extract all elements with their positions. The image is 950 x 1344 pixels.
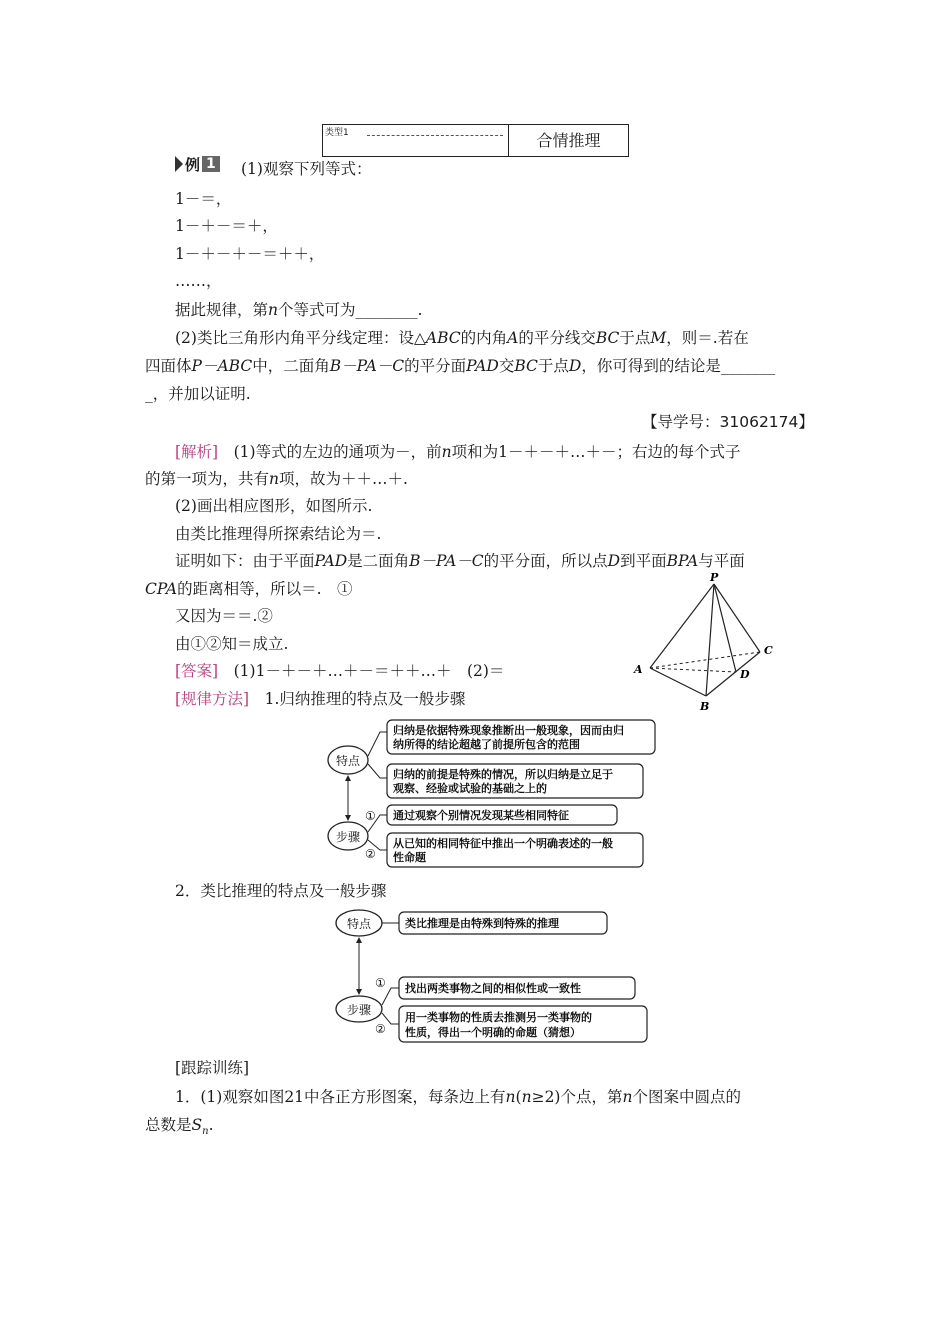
step-2-number: ② xyxy=(365,847,376,861)
t: n xyxy=(441,443,452,461)
t: D xyxy=(607,552,621,570)
feature-box-1-line-1: 归纳是依据特殊现象推断出一般现象，因而由归 xyxy=(393,724,624,737)
t: 的第一项为，共有 xyxy=(145,470,270,488)
analysis-line-2 xyxy=(145,467,408,489)
t: D xyxy=(568,357,582,375)
t: ( xyxy=(515,1088,522,1106)
t: A xyxy=(507,329,519,347)
t: BPA xyxy=(666,552,699,570)
practice-line-2 xyxy=(145,1113,214,1137)
t: P－ABC xyxy=(191,357,253,375)
analogy-diagram xyxy=(333,905,653,1045)
tetrahedron-figure xyxy=(628,572,788,714)
t: 于点 xyxy=(619,329,651,347)
feature-box-1-line-2: 纳所得的结论超越了前提所包含的范围 xyxy=(393,738,580,751)
step-2-line-1: 从已知的相同特征中推出一个明确表述的一般 xyxy=(393,837,613,850)
var-n: n xyxy=(268,301,278,319)
equation-2: 1－＋－＝＋， xyxy=(175,217,278,235)
guide-number: 【导学号：31062174】 xyxy=(642,413,814,431)
q1-intro: (1)观察下列等式： xyxy=(241,160,372,178)
q1-prompt-a: 据此规律，第 xyxy=(175,301,269,319)
t: BC xyxy=(595,329,620,347)
feature-box-2-line-1: 归纳的前提是特殊的情况，所以归纳是立足于 xyxy=(393,768,613,781)
t: 项和为1－＋－＋…＋－；右边的每个式子 xyxy=(451,443,741,461)
method-1: 1.归纳推理的特点及一般步骤 xyxy=(264,690,466,708)
t: ABC xyxy=(425,329,461,347)
t: n xyxy=(505,1088,516,1106)
analysis-line-4: 由类比推理得所探索结论为＝. xyxy=(175,525,382,543)
t: PAD xyxy=(314,552,348,570)
section-header xyxy=(322,124,629,157)
t: 中，二面角 xyxy=(252,357,330,375)
answer-line xyxy=(175,659,504,681)
step-2-line-2: 性质，得出一个明确的命题（猜想） xyxy=(405,1026,581,1039)
t: 交 xyxy=(498,357,515,375)
label-B: B xyxy=(700,700,710,713)
step-1-number: ① xyxy=(365,809,376,823)
t: 项，故为＋＋…＋. xyxy=(279,470,408,488)
example-label xyxy=(175,155,220,173)
t: 到平面 xyxy=(620,552,667,570)
feature-label: 特点 xyxy=(335,754,361,768)
t: B－PA－C xyxy=(409,552,484,570)
t: 四面体 xyxy=(145,357,192,375)
q1-prompt xyxy=(175,298,422,320)
step-2-line-2: 性命题 xyxy=(393,851,426,864)
t: n xyxy=(269,470,279,488)
analysis-line-6 xyxy=(145,577,353,599)
dotted-rule xyxy=(367,135,503,136)
t: CPA xyxy=(145,580,178,598)
method-line xyxy=(175,687,465,709)
method-2: 2．类比推理的特点及一般步骤 xyxy=(175,882,387,900)
t: n xyxy=(622,1088,633,1106)
t: PAD xyxy=(466,357,499,375)
t: 1．(1)观察如图21中各正方形图案，每条边上有 xyxy=(175,1088,506,1106)
label-D: D xyxy=(740,668,750,681)
t: 是二面角 xyxy=(347,552,410,570)
t: n xyxy=(202,1126,209,1138)
t: 的平分面，所以点 xyxy=(483,552,608,570)
t: (2)类比三角形内角平分线定理：设△ xyxy=(175,329,426,347)
label-C: C xyxy=(764,644,773,657)
analysis-line-8: 由①②知＝成立. xyxy=(175,635,289,653)
t: n xyxy=(521,1088,532,1106)
t: 的平分线交 xyxy=(518,329,596,347)
t: ，则＝.若在 xyxy=(666,329,749,347)
t: BC xyxy=(514,357,538,375)
analysis-line-5 xyxy=(175,549,745,571)
t: 总数是 xyxy=(145,1116,192,1134)
t: 与平面 xyxy=(698,552,745,570)
answer-tag: [答案] xyxy=(175,662,219,680)
feature-box-text: 类比推理是由特殊到特殊的推理 xyxy=(405,917,559,930)
t: ≥2)个点，第 xyxy=(531,1088,623,1106)
t: 的内角 xyxy=(460,329,508,347)
q1-prompt-b: 个等式可为________. xyxy=(278,301,423,319)
label-A: A xyxy=(634,663,643,676)
t: 证明如下：由于平面 xyxy=(175,552,315,570)
q2-line-1 xyxy=(175,326,749,348)
induction-diagram xyxy=(325,718,660,870)
method-tag: [规律方法] xyxy=(175,690,250,708)
triangle-icon xyxy=(175,156,183,172)
analysis-tag: [解析] xyxy=(175,443,219,461)
section-title: 合情推理 xyxy=(536,131,601,150)
analysis-line-3: (2)画出相应图形，如图所示. xyxy=(175,497,373,515)
step-2-number: ② xyxy=(375,1022,386,1036)
t: 个图案中圆点的 xyxy=(632,1088,741,1106)
step-1-text: 通过观察个别情况发现某些相同特征 xyxy=(393,809,569,822)
t: 的距离相等，所以＝. ① xyxy=(177,580,353,598)
step-2-line-1: 用一类事物的性质去推测另一类事物的 xyxy=(405,1011,592,1024)
analysis-line-7: 又因为＝＝.② xyxy=(175,607,273,625)
practice-title: [跟踪训练] xyxy=(175,1059,250,1077)
q2-line-2 xyxy=(145,354,775,376)
feature-box-2-line-2: 观察、经验或试验的基础之上的 xyxy=(393,782,547,795)
t: ，你可得到的结论是_______ xyxy=(581,357,776,375)
feature-label: 特点 xyxy=(346,917,372,931)
equation-1: 1－＝， xyxy=(175,190,232,208)
answer-text: (1)1－＋－＋…＋－＝＋＋…＋ (2)＝ xyxy=(233,662,505,680)
t: S xyxy=(191,1116,203,1134)
practice-line-1 xyxy=(175,1085,741,1107)
t: M xyxy=(650,329,667,347)
example-number: 1 xyxy=(202,156,220,172)
t: 的平分面 xyxy=(404,357,467,375)
step-1-text: 找出两类事物之间的相似性或一致性 xyxy=(405,982,581,995)
steps-label: 步骤 xyxy=(346,1003,372,1017)
t: 于点 xyxy=(537,357,569,375)
t: B－PA－C xyxy=(329,357,405,375)
analysis-line-1 xyxy=(175,440,740,462)
t: (1)等式的左边的通项为－，前 xyxy=(233,443,442,461)
q2-line-3: _，并加以证明. xyxy=(145,385,251,403)
example-word: 例 xyxy=(185,155,201,174)
t: . xyxy=(208,1116,214,1134)
equation-4: ……， xyxy=(175,272,222,290)
step-1-number: ① xyxy=(375,976,386,990)
section-tag: 类型1 xyxy=(325,128,349,138)
steps-label: 步骤 xyxy=(335,830,361,844)
equation-3: 1－＋－＋－＝＋＋， xyxy=(175,245,325,263)
label-P: P xyxy=(710,572,719,584)
